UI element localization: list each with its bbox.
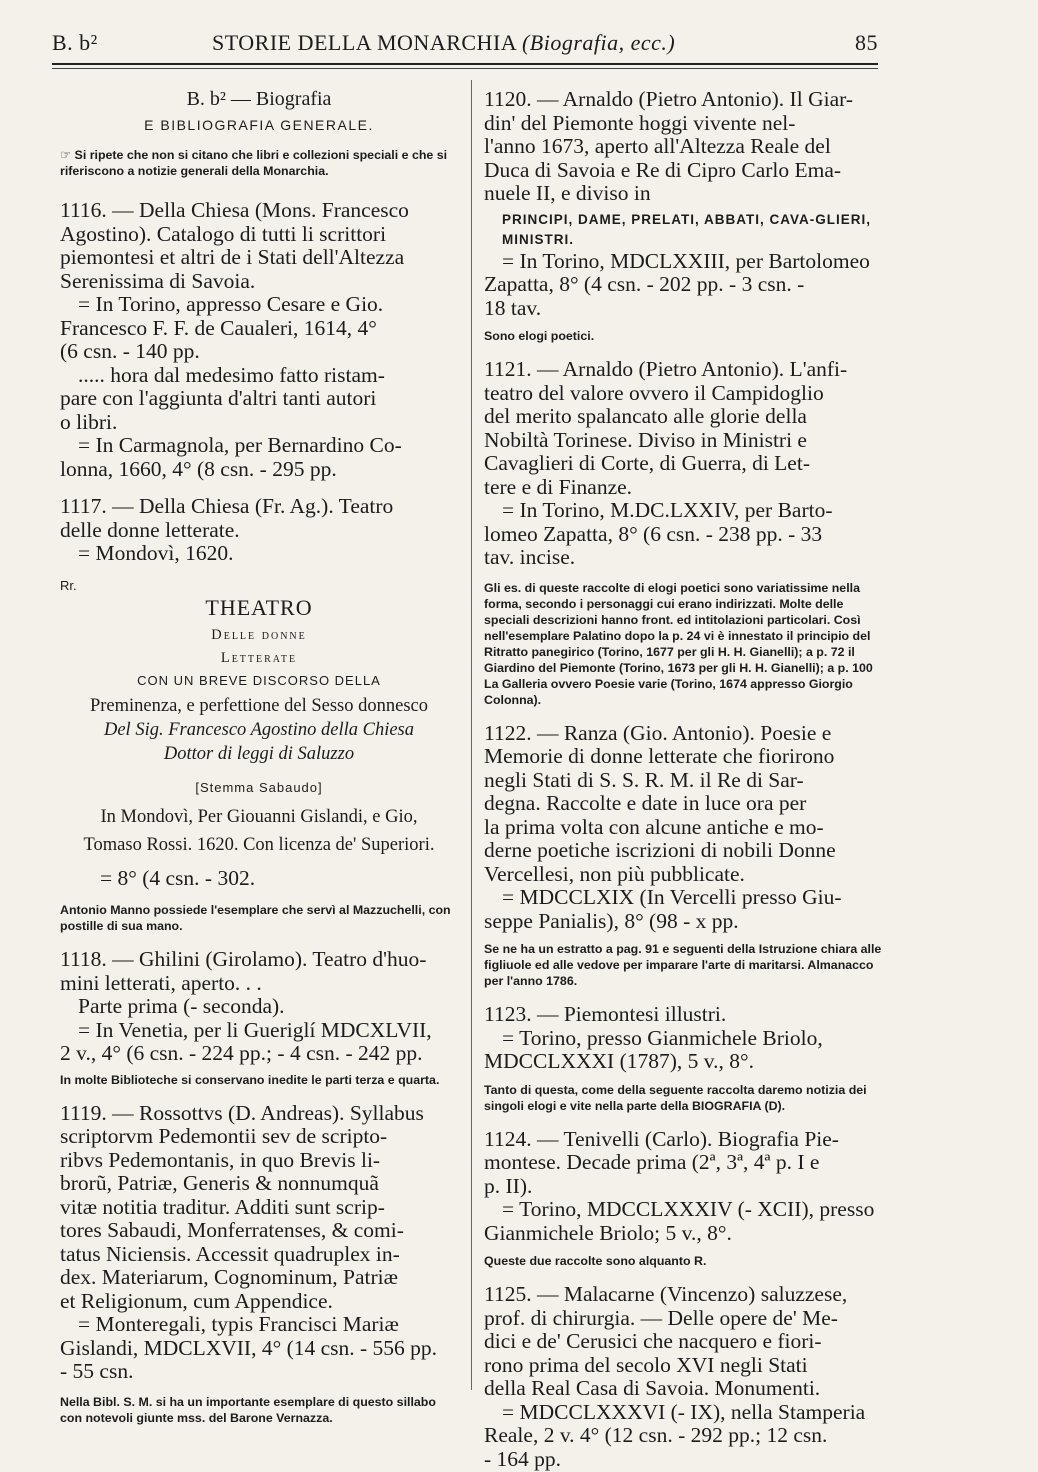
entry-line: rono prima del secolo XVI negli Stati (484, 1352, 808, 1377)
tp-line (60, 742, 458, 766)
rarity-label: Rr. (60, 577, 77, 593)
entry-1118 (60, 948, 458, 1066)
entry-line: nuele II, e diviso in (484, 181, 651, 205)
entry-line: = MDCCLXIX (In Vercelli presso Giu- (502, 885, 842, 909)
entry-line: Memorie di donne letterate che fiorirono (484, 744, 835, 768)
entry-1119-note: Nella Bibl. S. M. si ha un importante esemplare di questo sillabo con notevoli giunte mss. del Barone Vernazza. (60, 1394, 436, 1425)
header-rule (52, 63, 878, 65)
entry-line: mini letterati, aperto. . . (60, 970, 262, 995)
entry-line: MDCCLXXXI (1787), 5 v., 8°. (484, 1049, 754, 1073)
tp-line (60, 718, 458, 742)
tp-line: In Mondovì, Per Giouanni Gislandi, e Gio, (100, 806, 418, 827)
entry-line: Duca di Savoia e Re di Cipro Carlo Ema- (484, 157, 842, 182)
entry-line: pare con l'aggiunta d'altri tanti autori (60, 386, 377, 410)
entry-line: Gislandi, MDCLXVII, 4° (14 csn. - 556 pp. (60, 1335, 438, 1360)
entry-line: 1124. — Tenivelli (Carlo). Biografia Pie- (484, 1126, 839, 1151)
entry-1124-note: Queste due raccolte sono alquanto R. (484, 1254, 707, 1268)
entry-line: 1116. — Della Chiesa (Mons. Francesco (60, 198, 409, 222)
entry-line: dici e de' Cerusici che nacquero e fiori- (484, 1329, 822, 1353)
section-heading: B. b² — Biografia (186, 88, 332, 110)
tp-line: Tomaso Rossi. 1620. Con licenza de' Superiori. (83, 834, 435, 855)
entry-1117 (60, 495, 458, 566)
header-title (212, 30, 675, 56)
entry-line: degna. Raccolte e date in luce ora per (484, 791, 807, 815)
entry-1120-categories: PRINCIPI, DAME, PRELATI, ABBATI, CAVA-GLIERI, MINISTRI. (502, 211, 871, 247)
entry-line: et Religionum, cum Appendice. (60, 1288, 333, 1313)
entry-1124 (484, 1128, 884, 1246)
tp-line: Delle donne (211, 626, 307, 643)
running-header (52, 28, 878, 62)
entry-line: del merito spalancato alle glorie della (484, 404, 807, 428)
entry-line: delle donne letterate. (60, 517, 240, 542)
entry-line: teatro del valore ovvero il Campidoglio (484, 380, 824, 405)
entry-line: p. II). (484, 1173, 533, 1198)
entry-1117-note: Antonio Manno possiede l'esemplare che servì al Mazzuchelli, con postille di sua mano. (60, 903, 451, 933)
entry-line: = Mondovì, 1620. (78, 541, 234, 565)
entry-line: tere e di Finanze. (484, 474, 633, 499)
section-subheading: E BIBLIOGRAFIA GENERALE. (144, 117, 374, 133)
entry-line: derne poetiche iscrizioni di nobili Donne (484, 838, 836, 862)
entry-line: l'anno 1673, aperto all'Altezza Reale del (484, 134, 831, 158)
entry-line: 18 tav. (484, 295, 542, 320)
tp-italic: Del Sig. Francesco Agostino della Chiesa (103, 719, 414, 740)
entry-line: Agostino). Catalogo di tutti li scrittori (60, 221, 387, 246)
entry-line: = Torino, presso Gianmichele Briolo, (502, 1025, 823, 1050)
entry-line: o libri. (60, 409, 118, 434)
entry-1123 (484, 1003, 884, 1074)
entry-1122 (484, 722, 884, 934)
entry-line: = In Carmagnola, per Bernardino Co- (78, 433, 402, 457)
entry-line: la prima volta con alcune antiche e mo- (484, 814, 824, 839)
entry-line: Zapatta, 8° (4 csn. - 202 pp. - 3 csn. - (484, 272, 805, 296)
entry-line: tav. incise. (484, 545, 576, 569)
tp-line: CON UN BREVE DISCORSO DELLA (137, 672, 381, 688)
column-divider (471, 80, 472, 1390)
entry-line: Vercellesi, non più pubblicate. (484, 861, 745, 886)
entry-line: negli Stati di S. S. R. M. il Re di Sar- (484, 767, 804, 792)
entry-line: = Torino, MDCCLXXXIV (- XCII), presso (502, 1197, 875, 1221)
tp-line: THEATRO (205, 594, 313, 620)
entry-line: della Real Casa di Savoia. Monumenti. (484, 1376, 821, 1400)
entry-line: 1123. — Piemontesi illustri. (484, 1002, 727, 1026)
entry-line: ribvs Pedemontanis, in quo Brevis li- (60, 1147, 381, 1172)
entry-line: seppe Panialis), 8° (98 - x pp. (484, 908, 739, 933)
entry-line: prof. di chirurgia. — Delle opere de' Me- (484, 1305, 838, 1330)
entry-line: - 55 csn. (60, 1359, 134, 1383)
entry-line: = In Torino, M.DC.LXXIV, per Barto- (502, 498, 833, 522)
entry-line: Gianmichele Briolo; 5 v., 8°. (484, 1220, 732, 1245)
entry-line: 1117. — Della Chiesa (Fr. Ag.). Teatro (60, 494, 394, 518)
entry-1120-imprint (484, 250, 884, 321)
entry-line: = MDCCLXXXVI (- IX), nella Stamperia (502, 1399, 866, 1424)
tp-line: [Stemma Sabaudo] (195, 779, 323, 795)
entry-1125 (484, 1283, 884, 1471)
title-page (60, 595, 458, 891)
entry-line: din' del Piemonte hoggi vivente nel- (484, 110, 796, 135)
entry-line: dex. Materiarum, Cognominum, Patriæ (60, 1265, 398, 1289)
entry-line: ..... hora dal medesimo fatto ristam- (78, 362, 385, 387)
entry-1123-note: Tanto di questa, come della seguente raccolta daremo notizia dei singoli elogi e vite nella parte della BIOGRAFIA (D). (484, 1082, 867, 1113)
intro-note: ☞ Si ripete che non si citano che libri e collezioni speciali e che si riferiscono a notizie generali della Monarchia. (60, 148, 448, 178)
entry-1121 (484, 358, 884, 570)
entry-line: = In Torino, appresso Cesare e Gio. (78, 292, 384, 316)
entry-line: (6 csn. - 140 pp. (60, 339, 200, 363)
entry-line: Serenissima di Savoia. (60, 268, 256, 293)
header-title-text: STORIE DELLA MONARCHIA (212, 30, 516, 55)
entry-line: tores Sabaudi, Monferratenses, & comi- (60, 1218, 404, 1242)
entry-line: piemontesi et altri de i Stati dell'Altezza (60, 245, 405, 269)
entry-line: - 164 pp. (484, 1446, 562, 1471)
entry-line: = Monteregali, typis Francisci Mariæ (78, 1312, 399, 1336)
entry-1118-note: In molte Biblioteche si conservano inedite le parti terza e quarta. (60, 1072, 440, 1087)
entry-line: Cavaglieri di Corte, di Guerra, di Let- (484, 451, 810, 475)
header-rule-thin (52, 68, 878, 69)
entry-line: 1119. — Rossottvs (D. Andreas). Syllabus (60, 1100, 424, 1125)
header-section: B. b² (52, 30, 98, 55)
entry-line: scriptorvm Pedemontii sev de scripto- (60, 1124, 388, 1148)
entry-line: 1121. — Arnaldo (Pietro Antonio). L'anfi- (484, 357, 848, 381)
entry-1120 (484, 88, 884, 206)
entry-line: Parte prima (- seconda). (78, 994, 285, 1018)
entry-1122-note: Se ne ha un estratto a pag. 91 e seguenti della Istruzione chiara alle figliuole ed alle vedove per imparare l'arte di maritarsi. Almanacco per l'anno 1786. (484, 942, 882, 988)
entry-line: 1118. — Ghilini (Girolamo). Teatro d'huo- (60, 947, 427, 971)
tp-line: Letterate (220, 649, 298, 666)
tp-line: = 8° (4 csn. - 302. (100, 865, 256, 890)
right-column (484, 88, 884, 1471)
entry-line: 2 v., 4° (6 csn. - 224 pp.; - 4 csn. - 242 pp. (60, 1041, 423, 1065)
tp-line: Preminenza, e perfettione del Sesso donnesco (89, 695, 429, 716)
left-column (60, 88, 458, 1426)
entry-line: 1120. — Arnaldo (Pietro Antonio). Il Giar- (484, 87, 853, 111)
entry-line: lonna, 1660, 4° (8 csn. - 295 pp. (60, 456, 337, 481)
entry-line: 1122. — Ranza (Gio. Antonio). Poesie e (484, 720, 832, 745)
entry-line: 1125. — Malacarne (Vincenzo) saluzzese, (484, 1282, 848, 1306)
entry-1119 (60, 1102, 458, 1384)
header-title-italic: (Biografia, ecc.) (521, 30, 676, 55)
entry-line: Reale, 2 v. 4° (12 csn. - 292 pp.; 12 csn. (484, 1423, 828, 1447)
tp-italic: Dottor di leggi di Saluzzo (163, 743, 355, 764)
entry-line: Francesco F. F. de Caualeri, 1614, 4° (60, 315, 377, 340)
entry-line: = In Torino, MDCLXXIII, per Bartolomeo (502, 248, 870, 273)
page-number: 85 (855, 30, 878, 55)
entry-line: lomeo Zapatta, 8° (6 csn. - 238 pp. - 33 (484, 521, 823, 546)
entry-line: vitæ notitia traditur. Additi sunt scrip- (60, 1194, 385, 1219)
entry-line: tatus Niciensis. Accessit quadruplex in- (60, 1241, 400, 1266)
entry-line: montese. Decade prima (2ª, 3ª, 4ª p. I e (484, 1150, 820, 1174)
entry-line: brorũ, Patriæ, Generis & nonnumquã (60, 1171, 379, 1195)
entry-line: Nobiltà Torinese. Diviso in Ministri e (484, 427, 807, 452)
entry-1120-note: Sono elogi poetici. (484, 329, 595, 343)
entry-1116 (60, 199, 458, 481)
entry-line: = In Venetia, per li Gueriglí MDCXLVII, (78, 1017, 432, 1042)
entry-1121-note: Gli es. di queste raccolte di elogi poetici sono variatissime nella forma, secondo i personaggi cui erano indirizzati. Molte delle speciali descrizioni hanno front. ed intitolazioni particolari. Così nell'esemplare Palatino dopo la p. 24 vi è innestato il principio del Ritratto panegirico (Torino, 1677 per gli H. H. Gianelli); a p. 72 il Giardino del Piemonte (Torino, 1673 per gli H. H. Gianelli); a p. 100 La Galleria ovvero Poesie varie (Torino, 1674 appresso Giorgio Colonna). (484, 580, 873, 707)
